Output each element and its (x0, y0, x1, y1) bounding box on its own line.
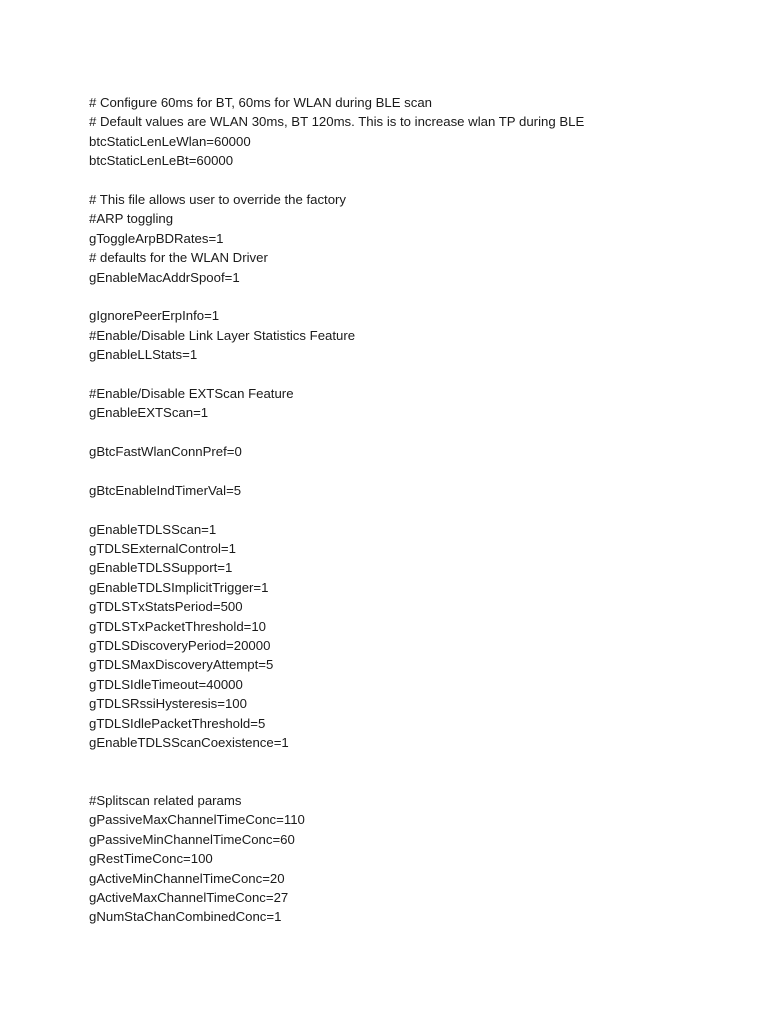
config-line: gTDLSRssiHysteresis=100 (89, 696, 247, 712)
config-line: gPassiveMaxChannelTimeConc=110 (89, 812, 305, 828)
config-line: gTDLSIdleTimeout=40000 (89, 676, 243, 692)
config-line: gTDLSExternalControl=1 (89, 540, 236, 556)
config-line: gBtcFastWlanConnPref=0 (89, 444, 242, 460)
blank-line (89, 500, 749, 519)
config-line: gTDLSDiscoveryPeriod=20000 (89, 637, 271, 653)
config-line: btcStaticLenLeBt=60000 (89, 153, 234, 169)
comment-line: #Enable/Disable Link Layer Statistics Feature (89, 327, 356, 343)
blank-line (89, 423, 749, 442)
config-text-body (89, 93, 749, 927)
blank-line (89, 287, 749, 306)
config-line: gEnableTDLSImplicitTrigger=1 (89, 579, 269, 595)
config-line: gTDLSTxStatsPeriod=500 (89, 599, 243, 615)
config-line: gToggleArpBDRates=1 (89, 230, 224, 246)
comment-line: #ARP toggling (89, 211, 174, 227)
config-line: gTDLSTxPacketThreshold=10 (89, 618, 267, 634)
config-line: gEnableLLStats=1 (89, 347, 198, 363)
blank-line (89, 772, 749, 791)
config-line: gBtcEnableIndTimerVal=5 (89, 482, 242, 498)
config-line: gEnableMacAddrSpoof=1 (89, 269, 240, 285)
comment-line: # Default values are WLAN 30ms, BT 120ms. This is to increase wlan TP during BLE (89, 114, 585, 130)
config-line: gRestTimeConc=100 (89, 851, 213, 867)
comment-line: #Splitscan related params (89, 793, 242, 809)
config-line: gEnableTDLSScan=1 (89, 521, 217, 537)
config-line: gNumStaChanCombinedConc=1 (89, 909, 282, 925)
blank-line (89, 171, 749, 190)
comment-line: # This file allows user to override the factory (89, 191, 347, 207)
blank-line (89, 461, 749, 480)
config-line: gEnableTDLSScanCoexistence=1 (89, 734, 289, 750)
comment-line: # Configure 60ms for BT, 60ms for WLAN during BLE scan (89, 95, 433, 110)
comment-line: # defaults for the WLAN Driver (89, 250, 268, 266)
config-line: gTDLSMaxDiscoveryAttempt=5 (89, 657, 274, 673)
config-line: btcStaticLenLeWlan=60000 (89, 133, 251, 149)
blank-line (89, 364, 749, 383)
config-line: gEnableEXTScan=1 (89, 405, 209, 421)
blank-line (89, 752, 749, 771)
config-line: gActiveMinChannelTimeConc=20 (89, 870, 285, 886)
comment-line: #Enable/Disable EXTScan Feature (89, 385, 294, 401)
config-line: gTDLSIdlePacketThreshold=5 (89, 715, 266, 731)
config-line: gPassiveMinChannelTimeConc=60 (89, 831, 295, 847)
config-line: gIgnorePeerErpInfo=1 (89, 308, 220, 324)
config-line: gEnableTDLSSupport=1 (89, 560, 233, 576)
config-line: gActiveMaxChannelTimeConc=27 (89, 890, 289, 906)
